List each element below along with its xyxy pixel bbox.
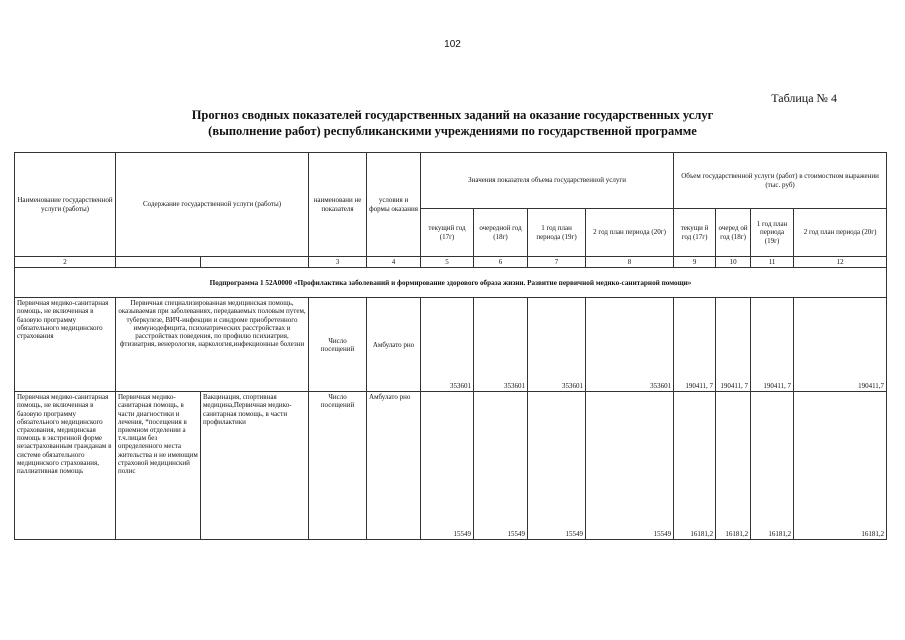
table-label: Таблица № 4 [771, 91, 837, 105]
col-number: 12 [794, 257, 887, 268]
col-number: 2 [15, 257, 116, 268]
vol-current-cell: 15549 [421, 392, 474, 540]
header-service-name: Наименование государственной услуги (работы) [15, 153, 116, 257]
table-row [15, 298, 887, 392]
header-vol-plan-1: 1 год план периода (19г) [528, 209, 586, 257]
col-number: 10 [716, 257, 751, 268]
header-indicator-name: наименовани не показателя [309, 153, 367, 257]
service-name-cell: Первичная медико-санитарная помощь, не включенная в базовую программу обязательного медицинского страхования, медицинская помощь в экстренной форме незастрахованным гражданам в системе обязательного медицинского страхования, паллиативная помощь [15, 392, 116, 540]
cost-plan-1-cell: 16181,2 [751, 392, 794, 540]
header-cost-group: Объем государственной услуги (работ) в стоимостном выражении (тыс. руб) [674, 153, 887, 209]
col-number: 6 [474, 257, 528, 268]
cost-next-cell: 190411, 7 [716, 298, 751, 392]
indicator-cell: Число посещений [309, 392, 367, 540]
cost-plan-2-cell: 16181,2 [794, 392, 887, 540]
header-volume-group: Значения показателя объема государственной услуги [421, 153, 674, 209]
vol-plan-2-cell: 353601 [586, 298, 674, 392]
conditions-cell: Амбулато рно [367, 392, 421, 540]
table-row [15, 392, 887, 540]
conditions-cell: Амбулато рно [367, 298, 421, 392]
cost-plan-1-cell: 190411, 7 [751, 298, 794, 392]
service-name-cell: Первичная медико-санитарная помощь, не включенная в базовую программу обязательного медицинского страхования [15, 298, 116, 392]
column-numbers-row [15, 257, 887, 268]
col-number: 11 [751, 257, 794, 268]
header-cost-next: очеред ой год (18г) [716, 209, 751, 257]
subprogram-row [15, 268, 887, 298]
col-number: 8 [586, 257, 674, 268]
vol-current-cell: 353601 [421, 298, 474, 392]
header-cost-current: текущи й год (17г) [674, 209, 716, 257]
indicator-cell: Число посещений [309, 298, 367, 392]
col-number [116, 257, 201, 268]
header-vol-next: очередной год (18г) [474, 209, 528, 257]
vol-next-cell: 353601 [474, 298, 528, 392]
content-b-cell: Вакцинация, спортивная медицина,Первичная медико-санитарная помощь, в части профилактики [201, 392, 309, 540]
subprogram-title: Подпрограмма 1 52А0000 «Профилактика заболеваний и формирование здорового образа жизни. Развитие первичной медико-санитарной помощи» [15, 268, 887, 298]
header-vol-current: текущий год (17г) [421, 209, 474, 257]
col-number: 5 [421, 257, 474, 268]
col-number: 3 [309, 257, 367, 268]
title-line-1: Прогноз сводных показателей государственных заданий на оказание государственных услуг [191, 108, 714, 122]
header-cost-plan-1: 1 год план периода (19г) [751, 209, 794, 257]
cost-current-cell: 16181,2 [674, 392, 716, 540]
title-line-2: (выполнение работ) республиканскими учреждениями по государственной программе [208, 124, 697, 138]
page-number: 102 [444, 39, 461, 50]
header-vol-plan-2: 2 год план периода (20г) [586, 209, 674, 257]
header-row-1 [15, 153, 887, 209]
cost-plan-2-cell: 190411,7 [794, 298, 887, 392]
vol-plan-1-cell: 353601 [528, 298, 586, 392]
vol-plan-2-cell: 15549 [586, 392, 674, 540]
content-cell: Первичная специализированная медицинская помощь, оказываемая при заболеваниях, передаваемых половым путем, туберкулезе, ВИЧ-инфекции и синдроме приобретенного иммунодефицита, психиатрических расстройствах и расстройствах поведения, по профилю психиатрия, фтизиатрия, венерология, наркология,инфекционные болезни [116, 298, 309, 392]
col-number: 9 [674, 257, 716, 268]
header-conditions: условия и формы оказания [367, 153, 421, 257]
vol-plan-1-cell: 15549 [528, 392, 586, 540]
col-number: 7 [528, 257, 586, 268]
col-number: 4 [367, 257, 421, 268]
forecast-table [14, 152, 887, 540]
vol-next-cell: 15549 [474, 392, 528, 540]
cost-next-cell: 16181,2 [716, 392, 751, 540]
col-number [201, 257, 309, 268]
cost-current-cell: 190411, 7 [674, 298, 716, 392]
header-content: Содержание государственной услуги (работы) [116, 153, 309, 257]
header-cost-plan-2: 2 год план периода (20г) [794, 209, 887, 257]
content-a-cell: Первичная медико-санитарная помощь, в части диагностики и лечения, *посещения в приемном отделении а т.ч.лицам без определенного места жительства и не имеющим страховой медицинский полис [116, 392, 201, 540]
